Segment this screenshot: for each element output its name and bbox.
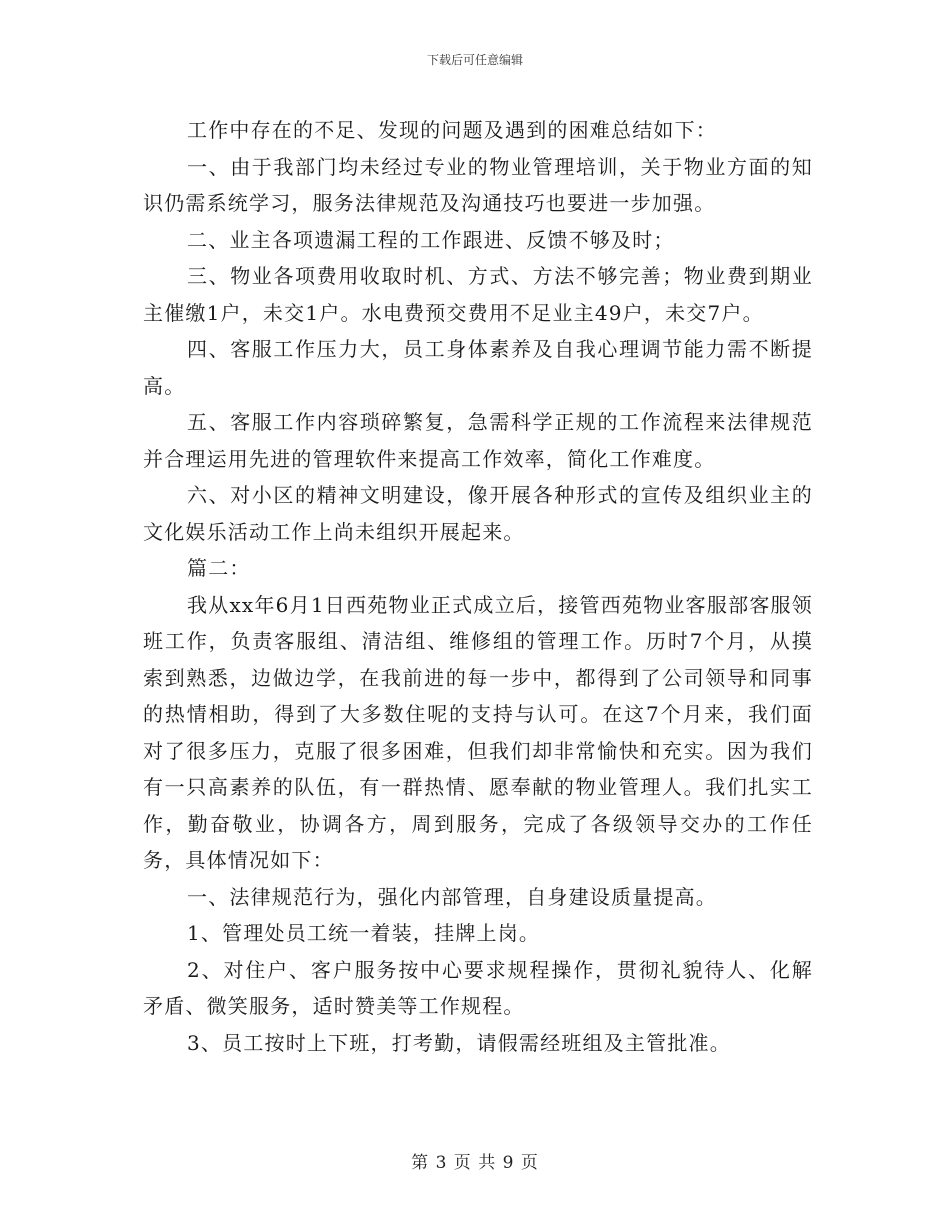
page-header-note: 下载后可任意编辑 [426, 53, 523, 67]
paragraph-summary-intro: 工作中存在的不足、发现的问题及遇到的困难总结如下： [187, 118, 717, 142]
footer-current-page: 3 [435, 1153, 448, 1173]
document-body [143, 112, 813, 1061]
section-heading-part-two: 篇二： [187, 556, 251, 580]
footer-total-pages: 9 [502, 1153, 515, 1173]
paragraph-item-heading-1: 一、法律规范行为，强化内部管理，自身建设质量提高。 [187, 884, 717, 909]
paragraph-item-3: 3、员工按时上下班，打考勤，请假需经班组及主管批准。 [187, 1030, 731, 1055]
paragraph-issue-5: 五、客服工作内容琐碎繁复，急需科学正规的工作流程来法律规范并合理运用先进的管理软件来提高工作效率，简化工作难度。 [143, 410, 813, 471]
page-footer [0, 1152, 950, 1174]
paragraph-item-2: 2、对住户、客户服务按中心要求规程操作，贯彻礼貌待人、化解矛盾、微笑服务，适时赞美等工作规程。 [143, 957, 813, 1018]
paragraph-issue-3: 三、物业各项费用收取时机、方式、方法不够完善；物业费到期业主催缴1户，未交1户。水电费预交费用不足业主49户，未交7户。 [143, 264, 813, 325]
paragraph-issue-1: 一、由于我部门均未经过专业的物业管理培训，关于物业方面的知识仍需系统学习，服务法律规范及沟通技巧也要进一步加强。 [143, 154, 813, 215]
paragraph-issue-6: 六、对小区的精神文明建设，像开展各种形式的宣传及组织业主的文化娱乐活动工作上尚未组织开展起来。 [143, 483, 813, 544]
paragraph-part-two-intro: 我从xx年6月1日西苑物业正式成立后，接管西苑物业客服部客服领班工作，负责客服组、清洁组、维修组的管理工作。历时7个月，从摸索到熟悉，边做边学，在我前进的每一步中，都得到了公司领导和同事的热情相助，得到了大多数住呢的支持与认可。在这7个月来，我们面对了很多压力，克服了很多困难，但我们却非常愉快和充实。因为我们有一只高素养的队伍，有一群热情、愿奉献的物业管理人。我们扎实工作，勤奋敬业，协调各方，周到服务，完成了各级领导交办的工作任务，具体情况如下： [143, 592, 813, 872]
paragraph-item-1: 1、管理处员工统一着装，挂牌上岗。 [187, 921, 541, 945]
footer-prefix: 第 [411, 1153, 430, 1173]
footer-suffix: 页 [520, 1153, 539, 1173]
paragraph-issue-4: 四、客服工作压力大，员工身体素养及自我心理调节能力需不断提高。 [143, 337, 813, 398]
paragraph-issue-2: 二、业主各项遗漏工程的工作跟进、反馈不够及时； [187, 227, 675, 252]
footer-middle: 页 共 [453, 1153, 497, 1173]
